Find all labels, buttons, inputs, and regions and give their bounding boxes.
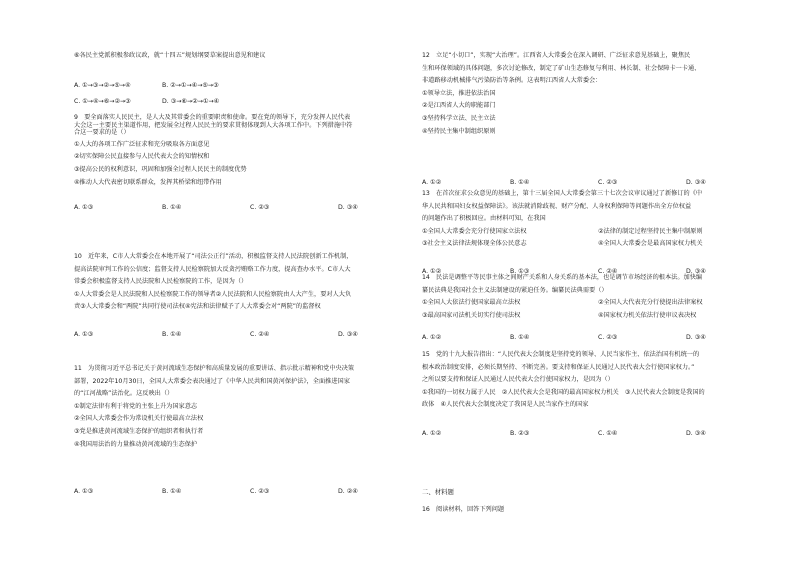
q10-option-c[interactable]: C. ②④ [250, 330, 270, 338]
q10-stem-line: 提高法院审判工作的公信度；监督支持人民检察院加大反贪污贿赂工作力度，提高查办水平。C市人大 [74, 265, 351, 273]
q13-items-row1 [422, 228, 777, 236]
q8-options-row2 [74, 98, 429, 106]
question-16: 16 阅读材料，回答下列问题 [422, 506, 505, 513]
q13-item: ③社会主义法律法规体现全体公民意志 [422, 240, 527, 248]
q11-item: ②全国人大常委会作为常设机关行使最高立法权 [74, 415, 204, 423]
q15-stem-line: 根本政治制度安排，必须长期坚持、不断完善。要支持和保证人民通过人民代表大会行使国家权力。” [422, 363, 695, 371]
q12-option-c[interactable]: C. ②③ [598, 179, 618, 187]
q15-item: ①我国的一切权力属于人民 ②人民代表大会是我国的最高国家权力机关 ③人民代表大会制度是我国的 [422, 388, 705, 396]
q9-options [74, 204, 429, 212]
q13-stem-line: 13 在首次征求公众意见的基础上，第十三届全国人大常委会第三十七次会议审议通过了新修订的《中 [422, 190, 703, 197]
q11-stem-line: 部署，2022年10月30日，全国人大常委会表决通过了《中华人民共和国黄河保护法》，全面推进国家 [74, 377, 350, 385]
q13-item: ①全国人大常委会充分行使国家立法权 [422, 227, 527, 235]
q12-item: ①领导立法，推进依法治国 [422, 89, 496, 97]
q12-item: ②是江西省人大的职能部门 [422, 102, 496, 110]
q15-stem-line: 15 党的十九大报告指出：“人民代表大会制度是坚持党的领导、人民当家作主、依法治国有机统一的 [422, 351, 700, 358]
q10-item: 责③人大常委会和“两院”共同行使司法权④宪法和法律赋予了人大常委会对“两院”的监督权 [74, 303, 321, 311]
q12-item: ③坚持科学立法、民主立法 [422, 114, 496, 122]
q11-option-c[interactable]: C. ②③ [250, 488, 270, 496]
q8-item: ⑥各民主党派积极参政议政，就“十四五”规划纲要草案提出意见和建议 [74, 52, 266, 59]
q8-option-d[interactable]: D. ③→⑥→②→①→④ [162, 98, 220, 106]
q8-option-a[interactable]: A. ①→③→②→⑤→④ [74, 81, 131, 89]
q12-options [422, 179, 777, 187]
q14-item: ②全国人大代表充分行使提出法律案权 [598, 299, 703, 307]
q12-stem-line: 12 立足“小切口”，实现“大治理”。江西省人大常委会在深入调研、广泛征求意见基础上，聚焦民 [422, 52, 691, 59]
q11-option-b[interactable]: B. ①④ [162, 488, 182, 496]
q13-stem-line: 的问题作出了积极回应。由材料可知，在我国 [422, 215, 546, 223]
q10-option-a[interactable]: A. ①③ [74, 330, 94, 338]
section-heading: 二、材料题 [422, 488, 454, 496]
question-13 [422, 190, 777, 276]
q14-stem-line: 14 民法是调整平等民事主体之间财产关系和人身关系的基本法，也是调节市场经济的根本法。加快编 [422, 274, 703, 281]
q14-items-row2 [422, 312, 777, 320]
q14-item: ③最高国家司法机关切实行使司法权 [422, 311, 521, 319]
q14-item: ④国家权力机关依法行使审议表决权 [598, 311, 697, 319]
q14-option-c[interactable]: C. ②③ [598, 334, 618, 342]
q9-stem-line: 合这一要求的是（） [74, 129, 130, 137]
q14-option-b[interactable]: B. ①④ [510, 334, 530, 342]
q9-item: ①人大的各项工作广泛征求和充分吸取各方面意见 [74, 140, 210, 148]
q10-options [74, 331, 429, 339]
q12-option-d[interactable]: D. ③④ [686, 179, 706, 187]
question-10 [74, 253, 429, 339]
q13-option-c[interactable]: C. ②④ [598, 267, 618, 275]
q10-option-b[interactable]: B. ①④ [162, 330, 182, 338]
q12-stem-line: 非道路移动机械排气污染防治等条例。这表明江西省人大常委会： [422, 77, 602, 85]
question-11 [74, 365, 429, 496]
q14-option-d[interactable]: D. ③④ [686, 334, 706, 342]
q14-item: ①全国人大依法行使国家最高立法权 [422, 299, 521, 307]
q15-options [422, 430, 777, 438]
q9-item: ③提高公民的权利意识，巩固和加强全过程人民民主的制度优势 [74, 165, 247, 173]
q11-item: ④我国用法治的力量推动黄河流域的生态保护 [74, 440, 198, 448]
q13-option-b[interactable]: B. ①③ [510, 267, 530, 275]
q10-option-d[interactable]: D. ③④ [338, 330, 358, 338]
q12-stem-line: 生和环保领域的具体问题，多次讨论修改，制定了矿山生态修复与利用、林长制、社会保障卡一卡通、 [422, 64, 701, 72]
q9-item: ④推动人大代表密切联系群众，发挥其桥梁和纽带作用 [74, 178, 222, 186]
q9-item: ②切实保障公民直接参与人民代表大会的知情权和 [74, 153, 210, 161]
q14-items-row1 [422, 299, 777, 307]
q11-item: ①制定法律有利于将党的主张上升为国家意志 [74, 402, 198, 410]
q13-stem-line: 华人民共和国妇女权益保障法》。该法就消除歧视、财产分配、人身权利保障等问题作出全方位权益 [422, 202, 692, 210]
question-15 [422, 351, 777, 438]
q12-option-b[interactable]: B. ①④ [510, 179, 530, 187]
q15-option-b[interactable]: B. ②③ [510, 429, 530, 437]
q8-option-b[interactable]: B. ②→①→④→⑤→③ [162, 81, 219, 89]
q15-stem-line: 之所以要支持和保证人民通过人民代表大会行使国家权力，是因为（） [422, 376, 614, 384]
q13-option-d[interactable]: D. ③④ [686, 267, 706, 275]
q13-item: ④全国人大常委会是最高国家权力机关 [598, 240, 703, 248]
q14-stem-line: 纂民法典是我国社会主义法制建设的紧迫任务。编纂民法典需要（） [422, 286, 608, 294]
q10-stem-line: 常委会积极监督支持人民法院和人民检察院的工作，是因为（） [74, 278, 248, 286]
q15-item: 政体 ④人民代表大会制度决定了我国是人民当家作主的国家 [422, 401, 589, 409]
q12-item: ④坚持民主集中制组织原则 [422, 127, 496, 135]
q11-options [74, 488, 429, 496]
q13-items-row2 [422, 240, 777, 248]
q11-option-d[interactable]: D. ②④ [338, 488, 358, 496]
q9-stem-line: 9 要全面落实人民民主，是人大及其常委会的重要职责和使命。要在党的领导下，充分发挥人民代表 [74, 114, 351, 121]
q11-stem-line: 11 为贯彻习近平总书记关于黄河流域生态保护和高质量发展的重要讲话、指示批示精神和党中央决策 [74, 365, 355, 372]
q9-option-a[interactable]: A. ①③ [74, 204, 94, 212]
question-12 [422, 52, 777, 187]
q9-option-d[interactable]: D. ③④ [338, 204, 358, 212]
q13-item: ②法律的制定过程坚持民主集中制原则 [598, 227, 703, 235]
q9-stem-line: 大会这一主要民主渠道作用，把发展全过程人民民主的要求贯彻体现到人大各项工作中。下列措施中符 [74, 121, 353, 129]
q12-option-a[interactable]: A. ①② [422, 179, 442, 187]
q15-option-a[interactable]: A. ①② [422, 429, 442, 437]
q8-tail [74, 52, 429, 106]
q11-stem-line: 的“江河战略”法治化。这反映出（） [74, 390, 174, 398]
q14-options [422, 334, 777, 342]
q10-item: ①人大常委会是人民法院和人民检察院工作的领导者②人民法院和人民检察院由人大产生，要对人大负 [74, 290, 352, 298]
q13-option-a[interactable]: A. ①② [422, 267, 442, 275]
q11-item: ③党是推进黄河流域生态保护的组织者和执行者 [74, 427, 204, 435]
q9-option-c[interactable]: C. ②③ [250, 204, 270, 212]
q8-options-row1 [74, 82, 429, 90]
q11-option-a[interactable]: A. ①③ [74, 488, 94, 496]
q10-stem-line: 10 近年来，C市人大常委会在本地开展了“司法公正行”活动，积极监督支持人民法院创新工作机制， [74, 253, 353, 260]
question-14 [422, 274, 777, 342]
q15-option-c[interactable]: C. ①④ [598, 429, 618, 437]
q8-option-c[interactable]: C. ①→④→⑥→②→③ [74, 98, 131, 106]
q9-option-b[interactable]: B. ①④ [162, 204, 182, 212]
q14-option-a[interactable]: A. ①② [422, 334, 442, 342]
q15-option-d[interactable]: D. ③④ [686, 429, 706, 437]
question-9 [74, 114, 429, 212]
